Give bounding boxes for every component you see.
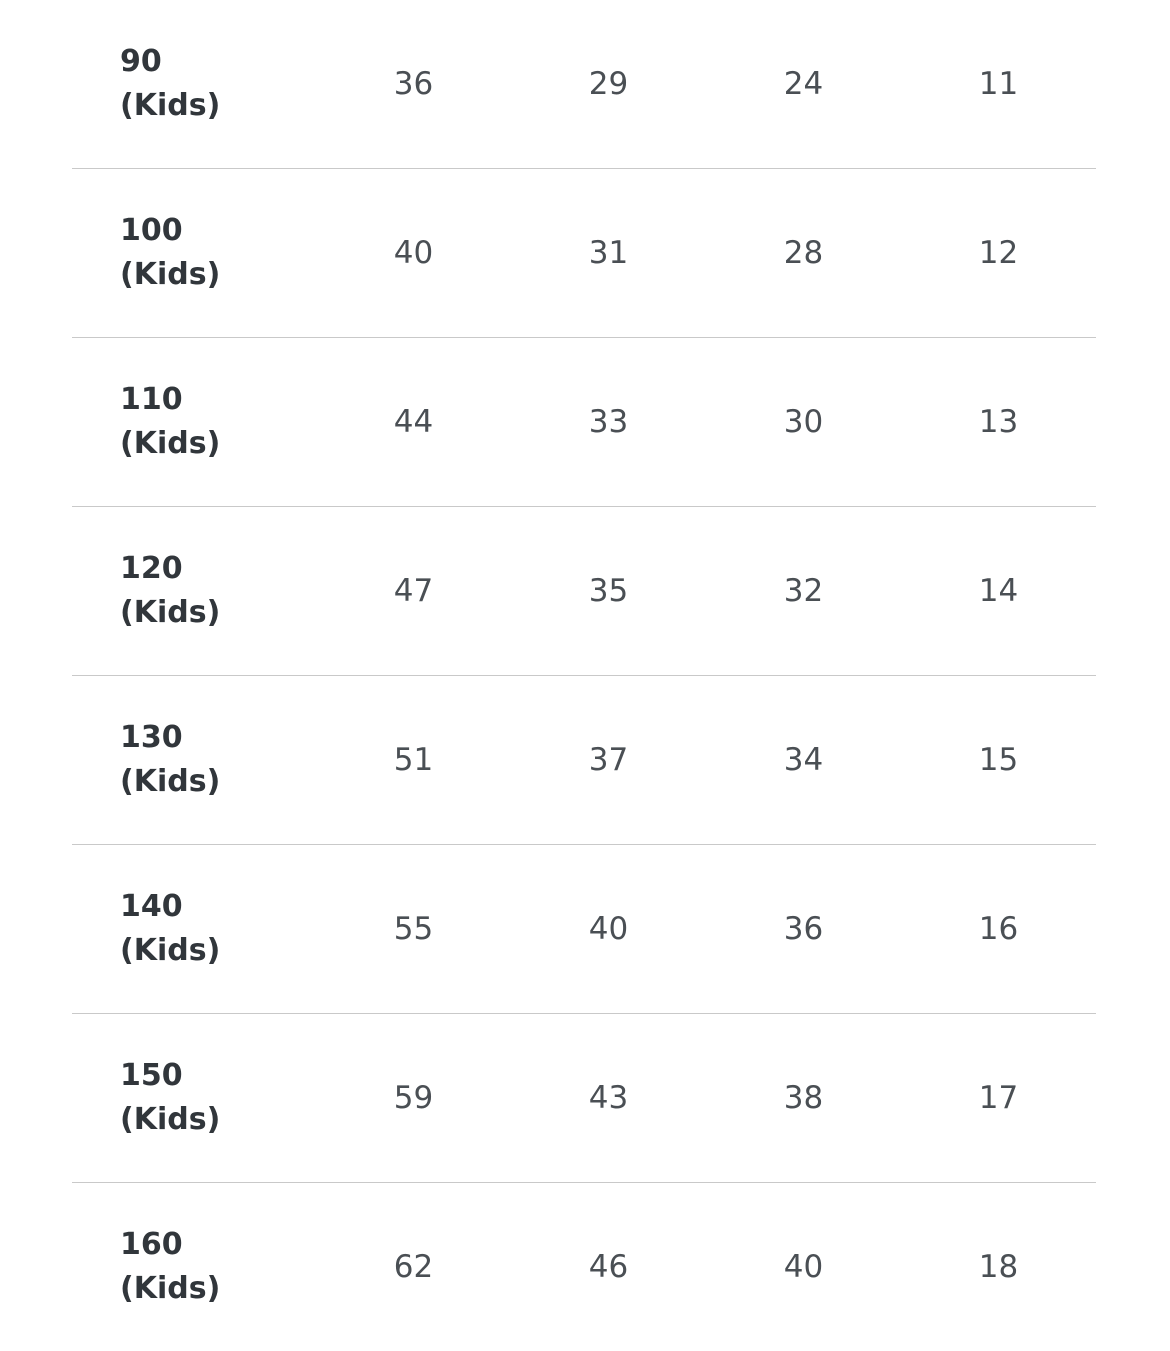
row-value-2: 35 xyxy=(511,507,706,676)
row-size-group: (Kids) xyxy=(120,253,316,297)
table-row xyxy=(72,507,1096,676)
row-size-value: 140 xyxy=(120,885,316,929)
row-value-3: 24 xyxy=(706,0,901,169)
row-size-label xyxy=(72,1014,316,1183)
row-value-2: 31 xyxy=(511,169,706,338)
row-size-label xyxy=(72,0,316,169)
row-size-value: 150 xyxy=(120,1054,316,1098)
row-size-label xyxy=(72,845,316,1014)
row-size-group: (Kids) xyxy=(120,1098,316,1142)
row-value-4: 12 xyxy=(901,169,1096,338)
row-size-group: (Kids) xyxy=(120,760,316,804)
row-value-4: 18 xyxy=(901,1183,1096,1351)
row-size-value: 110 xyxy=(120,378,316,422)
row-value-3: 36 xyxy=(706,845,901,1014)
row-value-3: 34 xyxy=(706,676,901,845)
table-row xyxy=(72,676,1096,845)
row-value-4: 11 xyxy=(901,0,1096,169)
table-row xyxy=(72,338,1096,507)
row-size-group: (Kids) xyxy=(120,84,316,128)
row-value-4: 16 xyxy=(901,845,1096,1014)
row-size-label xyxy=(72,507,316,676)
row-value-4: 15 xyxy=(901,676,1096,845)
size-chart-table xyxy=(72,0,1096,1351)
row-size-value: 160 xyxy=(120,1223,316,1267)
row-value-1: 51 xyxy=(316,676,511,845)
row-size-label xyxy=(72,338,316,507)
row-value-4: 14 xyxy=(901,507,1096,676)
row-value-4: 13 xyxy=(901,338,1096,507)
table-row xyxy=(72,845,1096,1014)
row-value-2: 43 xyxy=(511,1014,706,1183)
row-value-2: 29 xyxy=(511,0,706,169)
row-size-value: 120 xyxy=(120,547,316,591)
row-value-3: 32 xyxy=(706,507,901,676)
row-size-label xyxy=(72,676,316,845)
table-row xyxy=(72,1014,1096,1183)
row-value-1: 55 xyxy=(316,845,511,1014)
row-value-2: 40 xyxy=(511,845,706,1014)
row-value-3: 28 xyxy=(706,169,901,338)
table-row xyxy=(72,1183,1096,1351)
row-value-3: 40 xyxy=(706,1183,901,1351)
table-row xyxy=(72,0,1096,169)
row-value-1: 62 xyxy=(316,1183,511,1351)
table-row xyxy=(72,169,1096,338)
row-value-1: 47 xyxy=(316,507,511,676)
row-size-value: 90 xyxy=(120,40,316,84)
row-value-2: 37 xyxy=(511,676,706,845)
row-value-2: 33 xyxy=(511,338,706,507)
row-value-1: 44 xyxy=(316,338,511,507)
row-size-group: (Kids) xyxy=(120,422,316,466)
row-value-1: 59 xyxy=(316,1014,511,1183)
row-size-group: (Kids) xyxy=(120,1267,316,1311)
row-size-value: 130 xyxy=(120,716,316,760)
row-size-group: (Kids) xyxy=(120,929,316,973)
row-size-value: 100 xyxy=(120,209,316,253)
row-value-4: 17 xyxy=(901,1014,1096,1183)
row-value-3: 30 xyxy=(706,338,901,507)
row-value-1: 36 xyxy=(316,0,511,169)
row-value-3: 38 xyxy=(706,1014,901,1183)
row-value-1: 40 xyxy=(316,169,511,338)
row-value-2: 46 xyxy=(511,1183,706,1351)
size-chart-body xyxy=(72,0,1096,1351)
row-size-group: (Kids) xyxy=(120,591,316,635)
row-size-label xyxy=(72,1183,316,1351)
row-size-label xyxy=(72,169,316,338)
